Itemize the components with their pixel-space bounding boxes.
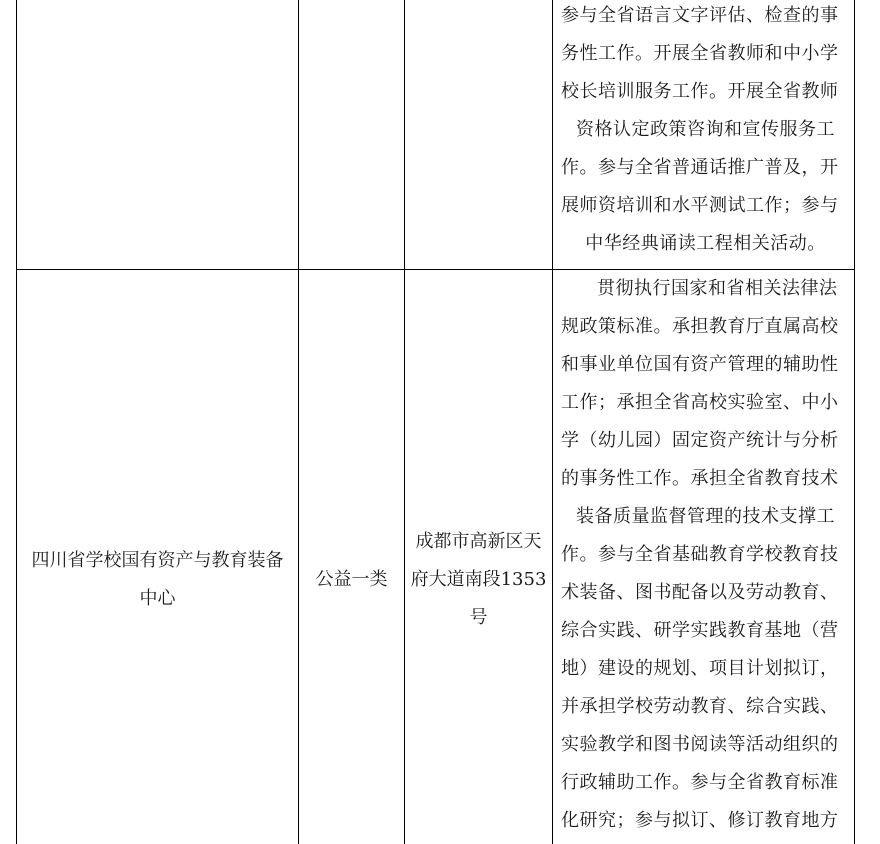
duty-line: 资格认定政策咨询和宣传服务工 [576, 119, 835, 140]
duty-line: 并承担学校劳动教育、综合实践、 [561, 696, 839, 717]
category-cell [299, 0, 405, 270]
category-text: 公益一类 [315, 568, 388, 590]
duty-line: 贯彻执行国家和省相关法律法 [597, 278, 838, 299]
duty-line: 的事务性工作。承担全省教育技术 [561, 468, 839, 489]
duty-line: 行政辅助工作。参与全省教育标准 [561, 772, 839, 793]
duties-cell [553, 0, 855, 270]
address-cell [405, 270, 553, 844]
duty-line: 实验教学和图书阅读等活动组织的 [561, 734, 839, 755]
unit-name-line: 四川省学校国有资产与教育装备 [31, 549, 284, 571]
duty-line: 校长培训服务工作。开展全省教师 [561, 81, 839, 102]
duty-line: 规政策标准。承担教育厅直属高校 [561, 316, 839, 337]
duty-line: 学（幼儿园）固定资产统计与分析 [561, 430, 839, 451]
duty-line: 作。参与全省基础教育学校教育技 [561, 544, 839, 565]
duty-line: 装备质量监督管理的技术支撑工 [576, 506, 835, 527]
units-table [16, 0, 855, 844]
duty-line: 综合实践、研学实践教育基地（营 [561, 620, 839, 641]
duty-line: 务性工作。开展全省教师和中小学 [561, 43, 839, 64]
duty-line: 工作；承担全省高校实验室、中小 [561, 392, 839, 413]
duty-line: 作。参与全省普通话推广普及，开 [561, 157, 839, 178]
duty-line: 术装备、图书配备以及劳动教育、 [561, 582, 839, 603]
address-line: 号 [469, 606, 488, 628]
unit-name-cell [17, 0, 299, 270]
address-line: 成都市高新区天 [415, 530, 542, 552]
category-cell [299, 270, 405, 844]
duty-line: 参与全省语言文字评估、检查的事 [561, 5, 839, 26]
address-cell [405, 0, 553, 270]
duty-line: 中华经典诵读工程相关活动。 [585, 233, 826, 254]
duty-line: 和事业单位国有资产管理的辅助性 [561, 354, 839, 375]
table-row [17, 0, 855, 270]
unit-name-cell [17, 270, 299, 844]
duties-cell [553, 270, 855, 844]
duty-line: 地）建设的规划、项目计划拟订， [561, 658, 839, 679]
duty-line: 化研究；参与拟订、修订教育地方 [561, 810, 839, 831]
unit-name-line: 中心 [139, 587, 176, 609]
table-row [17, 270, 855, 844]
duty-line: 展师资培训和水平测试工作；参与 [561, 195, 839, 216]
address-line: 府大道南段1353 [410, 568, 547, 590]
